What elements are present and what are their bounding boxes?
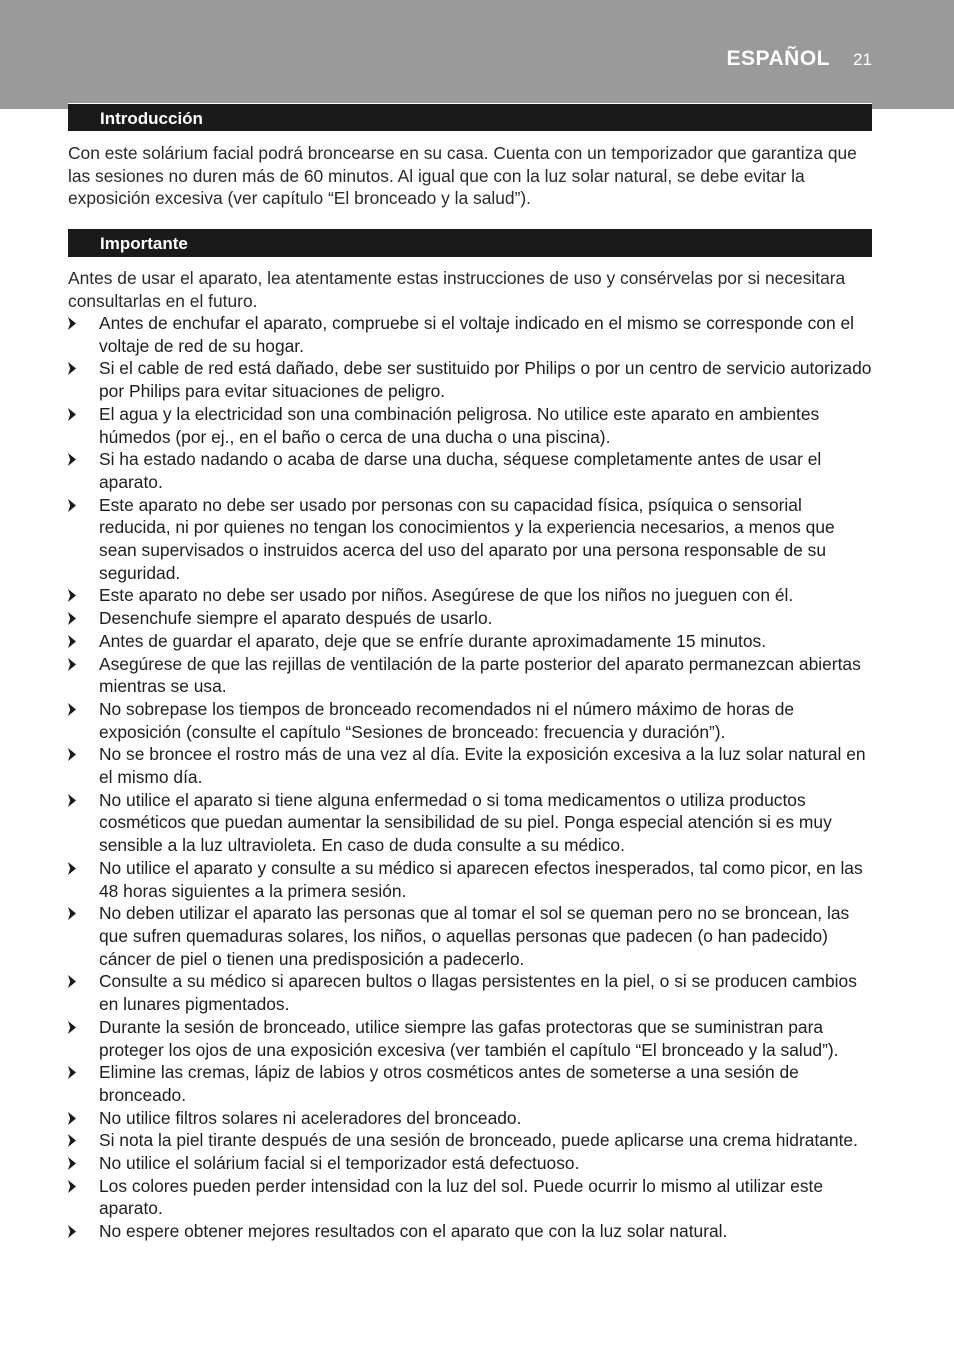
section-heading-importante: Importante [68, 229, 872, 257]
bullet-triangle-icon [68, 1157, 76, 1170]
bullet-text: Consulte a su médico si aparecen bultos o llagas persistentes en la piel, o si se producen cambios en lunares pigmentados. [99, 971, 857, 1015]
bullet-text: Antes de enchufar el aparato, compruebe si el voltaje indicado en el mismo se corresponde con el voltaje de red de su hogar. [99, 313, 854, 356]
bullet-text: No sobrepase los tiempos de bronceado recomendados ni el número máximo de horas de exposición (consulte el capítulo “Sesiones de bronceado: frecuencia y duración”). [99, 698, 795, 742]
bullet-item [68, 448, 874, 493]
bullet-triangle-icon [68, 907, 76, 920]
safety-bullet-list [68, 312, 874, 1243]
bullet-item [68, 743, 874, 788]
bullet-triangle-icon [68, 408, 76, 421]
bullet-item [68, 630, 874, 653]
page-header [0, 0, 954, 109]
bullet-text: Este aparato no debe ser usado por niños. Asegúrese de que los niños no jueguen con él. [99, 585, 794, 606]
bullet-text: Si ha estado nadando o acaba de darse una ducha, séquese completamente antes de usar el aparato. [99, 449, 822, 492]
bullet-item [68, 1175, 874, 1220]
bullet-item [68, 357, 874, 402]
bullet-triangle-icon [68, 362, 76, 375]
bullet-triangle-icon [68, 658, 76, 671]
bullet-item [68, 653, 874, 698]
bullet-triangle-icon [68, 703, 76, 716]
bullet-triangle-icon [68, 1134, 76, 1147]
bullet-triangle-icon [68, 453, 76, 466]
bullet-item [68, 607, 874, 630]
bullet-triangle-icon [68, 1225, 76, 1238]
bullet-text: No utilice filtros solares ni aceleradores del bronceado. [99, 1107, 522, 1128]
bullet-triangle-icon [68, 862, 76, 875]
bullet-item [68, 789, 874, 857]
bullet-item [68, 312, 874, 357]
bullet-text: Desenchufe siempre el aparato después de usarlo. [99, 608, 493, 629]
bullet-item [68, 698, 874, 743]
bullet-text: No deben utilizar el aparato las personas que al tomar el sol se queman pero no se broncean, las que sufren quemaduras solares, los niños, o aquellas personas que padecen (o han padecido) cáncer de piel o tienen una predisposición a padecerlo. [99, 903, 850, 969]
bullet-text: No utilice el aparato y consulte a su médico si aparecen efectos inesperados, tal como picor, en las 48 horas siguientes a la primera sesión. [99, 857, 863, 901]
bullet-triangle-icon [68, 317, 76, 330]
bullet-item [68, 1129, 874, 1152]
bullet-item [68, 494, 874, 585]
bullet-triangle-icon [68, 635, 76, 648]
bullet-triangle-icon [68, 589, 76, 602]
bullet-text: Si nota la piel tirante después de una sesión de bronceado, puede aplicarse una crema hidratante. [99, 1130, 858, 1151]
bullet-item [68, 584, 874, 607]
bullet-item [68, 403, 874, 448]
bullet-text: Antes de guardar el aparato, deje que se enfríe durante aproximadamente 15 minutos. [99, 630, 767, 651]
bullet-triangle-icon [68, 748, 76, 761]
bullet-item [68, 857, 874, 902]
bullet-triangle-icon [68, 612, 76, 625]
bullet-text: Este aparato no debe ser usado por personas con su capacidad física, psíquica o sensorial reducida, ni por quienes no tengan los conocimientos y la experiencia necesarios, a menos que sean supervisados o instruidos acerca del uso del aparato por una persona responsable de su seguridad. [99, 494, 835, 583]
bullet-item [68, 1061, 874, 1106]
bullet-text: Los colores pueden perder intensidad con la luz del sol. Puede ocurrir lo mismo al utilizar este aparato. [99, 1175, 824, 1219]
bullet-item [68, 1016, 874, 1061]
bullet-text: Si el cable de red está dañado, debe ser sustituido por Philips o por un centro de servicio autorizado por Philips para evitar situaciones de peligro. [99, 358, 872, 402]
bullet-text: Elimine las cremas, lápiz de labios y otros cosméticos antes de someterse a una sesión de bronceado. [99, 1062, 799, 1105]
bullet-item [68, 1152, 874, 1175]
page-number: 21 [853, 50, 872, 69]
bullet-text: No se broncee el rostro más de una vez al día. Evite la exposición excesiva a la luz solar natural en el mismo día. [99, 744, 866, 788]
bullet-text: Asegúrese de que las rejillas de ventilación de la parte posterior del aparato permanezcan abiertas mientras se usa. [99, 653, 861, 697]
bullet-triangle-icon [68, 1112, 76, 1125]
important-paragraph: Antes de usar el aparato, lea atentamente estas instrucciones de uso y consérvelas por si necesitara consultarlas en el futuro. [68, 268, 846, 311]
bullet-text: No utilice el solárium facial si el temporizador está defectuoso. [99, 1153, 580, 1174]
bullet-text: No espere obtener mejores resultados con el aparato que con la luz solar natural. [99, 1221, 728, 1242]
bullet-item [68, 1220, 874, 1243]
bullet-item [68, 1107, 874, 1130]
language-label: ESPAÑOL [726, 47, 830, 70]
bullet-triangle-icon [68, 1180, 76, 1193]
bullet-item [68, 902, 874, 970]
bullet-text: El agua y la electricidad son una combinación peligrosa. No utilice este aparato en ambientes húmedos (por ej., en el baño o cerca de una ducha o una piscina). [99, 403, 820, 447]
bullet-triangle-icon [68, 1066, 76, 1079]
bullet-text: Durante la sesión de bronceado, utilice siempre las gafas protectoras que se suministran para proteger los ojos de una exposición excesiva (ver también el capítulo “El bronceado y la salud”). [99, 1016, 839, 1060]
bullet-triangle-icon [68, 1021, 76, 1034]
bullet-triangle-icon [68, 794, 76, 807]
bullet-triangle-icon [68, 975, 76, 988]
bullet-triangle-icon [68, 499, 76, 512]
section-heading-introduccion: Introducción [68, 103, 872, 131]
bullet-text: No utilice el aparato si tiene alguna enfermedad o si toma medicamentos o utiliza productos cosméticos que puedan aumentar la sensibilidad de su piel. Ponga especial atención si es muy sensible a la luz ultravioleta. En caso de duda consulte a su médico. [99, 789, 832, 856]
bullet-item [68, 970, 874, 1015]
intro-paragraph: Con este solárium facial podrá broncearse en su casa. Cuenta con un temporizador que garantiza que las sesiones no duren más de 60 minutos. Al igual que con la luz solar natural, se debe evitar la exposición excesiva (ver capítulo “El bronceado y la salud”). [68, 143, 857, 209]
